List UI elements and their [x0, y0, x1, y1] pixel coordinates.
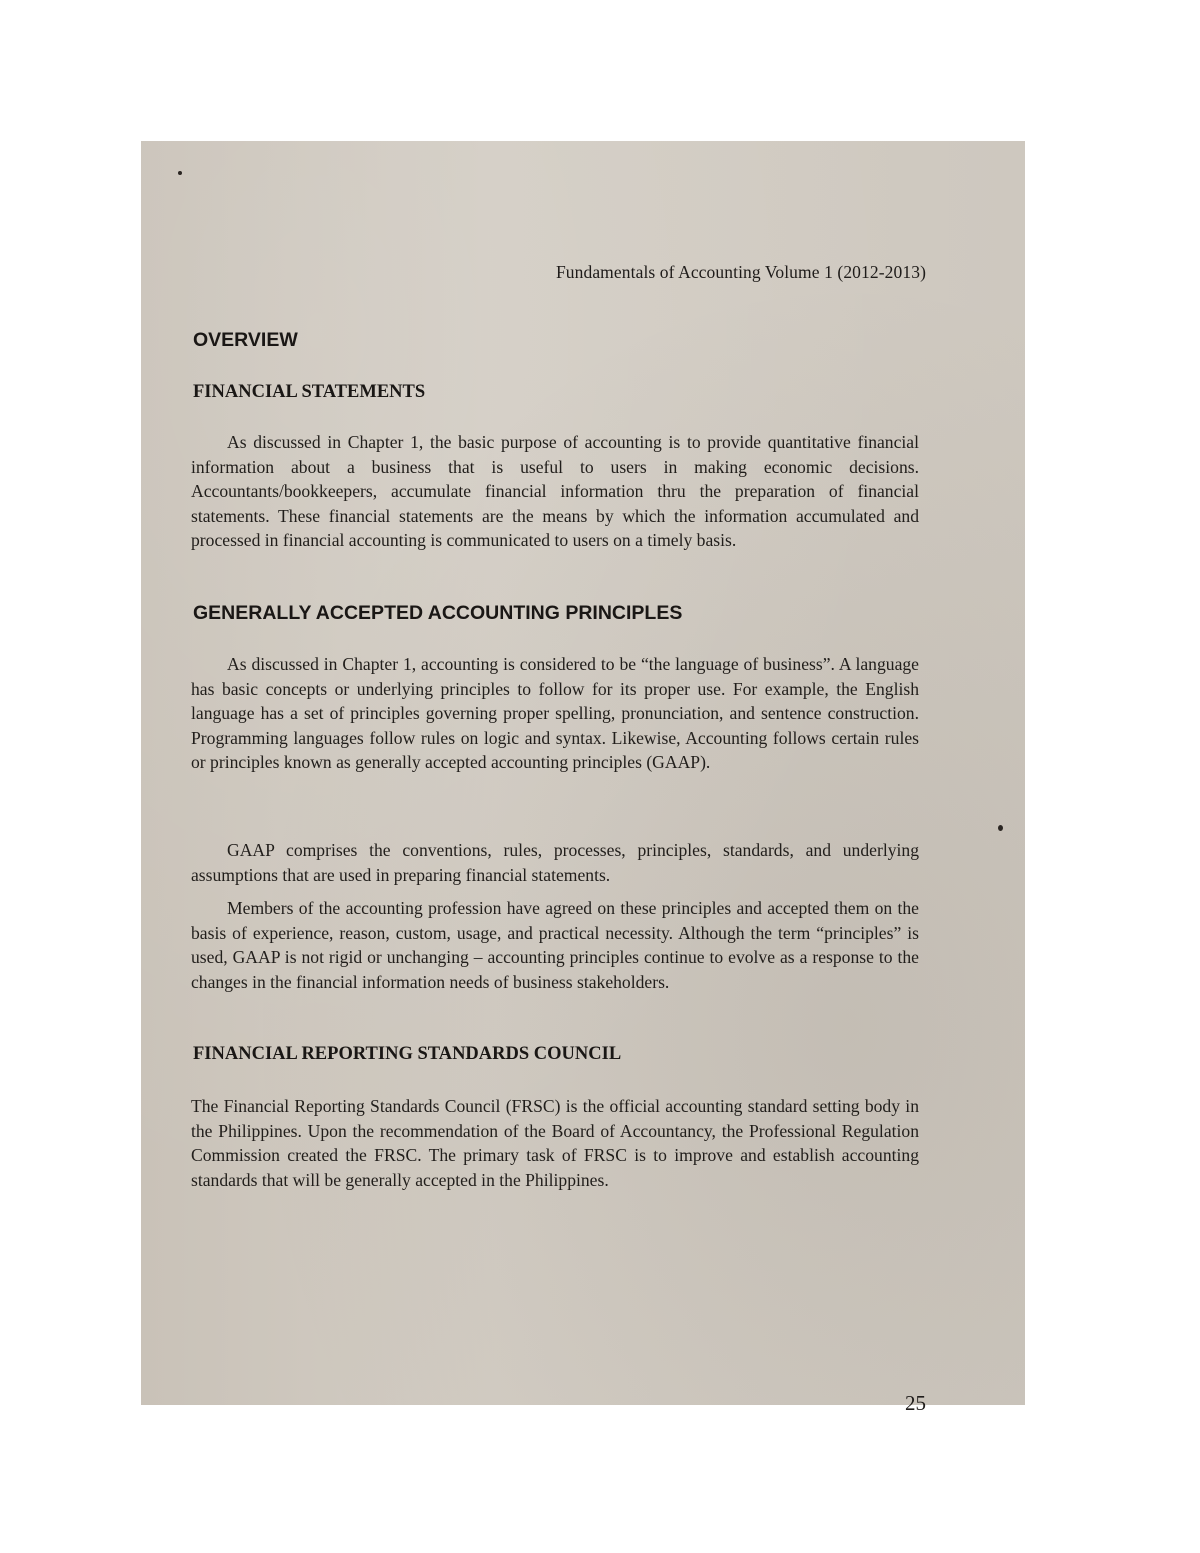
financial-statements-heading: FINANCIAL STATEMENTS [193, 382, 426, 402]
ink-speck [998, 825, 1003, 831]
frsc-paragraph: The Financial Reporting Standards Council (FRSC) is the official accounting standard setting body in the Philippines. Upon the recommendation of the Board of Accountancy, the Professional Regulation Commission created the FRSC. The primary task of FRSC is to improve and establish accounting standards that will be generally accepted in the Philippines. [191, 1096, 919, 1190]
book-page [141, 141, 1025, 1415]
page-number: 25 [905, 1391, 926, 1415]
running-head: Fundamentals of Accounting Volume 1 (2012-2013) [555, 262, 926, 282]
ink-speck [178, 171, 182, 175]
overview-heading: OVERVIEW [193, 329, 298, 351]
gaap-paragraph-3: Members of the accounting profession have agreed on these principles and accepted them on the basis of experience, reason, custom, usage, and practical necessity. Although the term “principles” is used, GAAP is not rigid or unchanging – accounting principles continue to evolve as a response to the changes in the financial information needs of business stakeholders. [191, 898, 919, 992]
financial-statements-paragraph: As discussed in Chapter 1, the basic purpose of accounting is to provide quantitative financial information about a business that is useful to users in making economic decisions. Accountants/bookkeepers, accumulate financial information thru the preparation of financial statements. These financial statements are the means by which the information accumulated and processed in financial accounting is communicated to users on a timely basis. [191, 432, 919, 551]
frsc-heading: FINANCIAL REPORTING STANDARDS COUNCIL [193, 1044, 622, 1064]
gaap-paragraph-2: GAAP comprises the conventions, rules, processes, principles, standards, and underlying assumptions that are used in preparing financial statements. [191, 840, 919, 885]
gaap-heading: GENERALLY ACCEPTED ACCOUNTING PRINCIPLES [193, 602, 683, 624]
gaap-paragraph-1: As discussed in Chapter 1, accounting is considered to be “the language of business”. A language has basic concepts or underlying principles to follow for its proper use. For example, the English language has a set of principles governing proper spelling, pronunciation, and sentence construction. Programming languages follow rules on logic and syntax. Likewise, Accounting follows certain rules or principles known as generally accepted accounting principles (GAAP). [191, 654, 919, 773]
